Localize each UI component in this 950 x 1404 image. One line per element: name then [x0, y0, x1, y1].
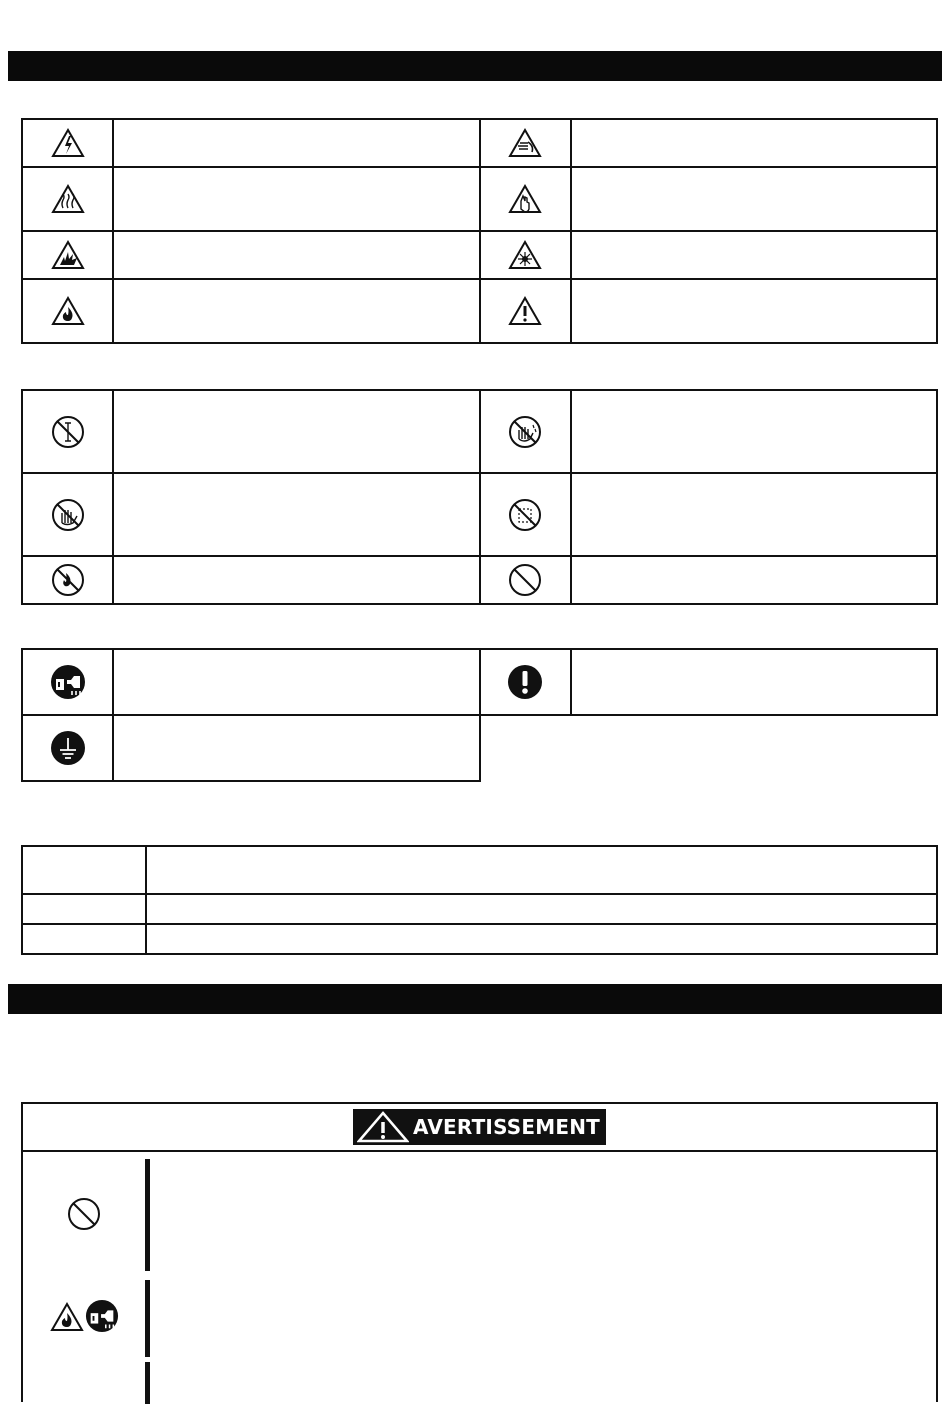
caution-desc-cell — [113, 231, 480, 279]
term-cell — [22, 924, 146, 954]
ground-icon — [22, 715, 113, 781]
term-cell — [22, 894, 146, 924]
mandatory-desc-cell — [113, 715, 480, 781]
warning-title: AVERTISSEMENT — [413, 1115, 600, 1139]
prohibition-desc-cell — [113, 473, 480, 556]
term-cell — [22, 846, 146, 894]
do-not-touch-icon — [22, 473, 113, 556]
mandatory-action-icon — [480, 649, 571, 715]
mandatory-desc-cell — [113, 649, 480, 715]
prohibition-desc-cell — [571, 390, 938, 473]
do-not-disassemble-icon — [22, 390, 113, 473]
hot-surface-icon — [22, 167, 113, 231]
caution-desc-cell — [571, 231, 938, 279]
no-fire-icon — [22, 556, 113, 604]
general-caution-icon — [480, 279, 571, 343]
do-not-place-near-icon — [480, 473, 571, 556]
prohibition-desc-cell — [571, 556, 938, 604]
definition-cell — [146, 924, 937, 954]
unplug-icon — [22, 649, 113, 715]
do-not-touch-wet-hands-icon — [480, 390, 571, 473]
section-header-bar-middle — [8, 984, 942, 1014]
prohibition-icon — [67, 1197, 101, 1236]
definition-cell — [146, 894, 937, 924]
caution-desc-cell — [571, 279, 938, 343]
row-marker-bar — [145, 1362, 150, 1404]
mandatory-desc-cell — [571, 649, 938, 715]
section-header-bar-top — [8, 51, 942, 81]
prohibition-symbol-table — [21, 389, 938, 605]
hand-entanglement-icon — [480, 119, 571, 167]
warning-badge — [353, 1109, 606, 1145]
general-prohibition-icon — [480, 556, 571, 604]
explosion-icon — [22, 231, 113, 279]
caution-desc-cell — [571, 119, 938, 167]
row-marker-bar — [145, 1280, 150, 1357]
finger-pinch-icon — [480, 167, 571, 231]
fire-icon — [22, 279, 113, 343]
caution-desc-cell — [571, 167, 938, 231]
fire-hazard-icon — [50, 1302, 84, 1337]
mandatory-symbol-table — [21, 648, 938, 782]
definition-cell — [146, 846, 937, 894]
unplug-icon — [85, 1299, 119, 1338]
warning-triangle-icon — [357, 1111, 409, 1143]
empty-cell — [480, 715, 938, 781]
definition-table — [21, 845, 938, 955]
prohibition-desc-cell — [113, 390, 480, 473]
warning-box — [21, 1102, 938, 1402]
warning-header — [23, 1104, 936, 1152]
caution-desc-cell — [113, 167, 480, 231]
caution-symbol-table — [21, 118, 938, 344]
electric-shock-icon — [22, 119, 113, 167]
laser-icon — [480, 231, 571, 279]
caution-desc-cell — [113, 279, 480, 343]
prohibition-desc-cell — [571, 473, 938, 556]
row-marker-bar — [145, 1159, 150, 1271]
caution-desc-cell — [113, 119, 480, 167]
prohibition-desc-cell — [113, 556, 480, 604]
